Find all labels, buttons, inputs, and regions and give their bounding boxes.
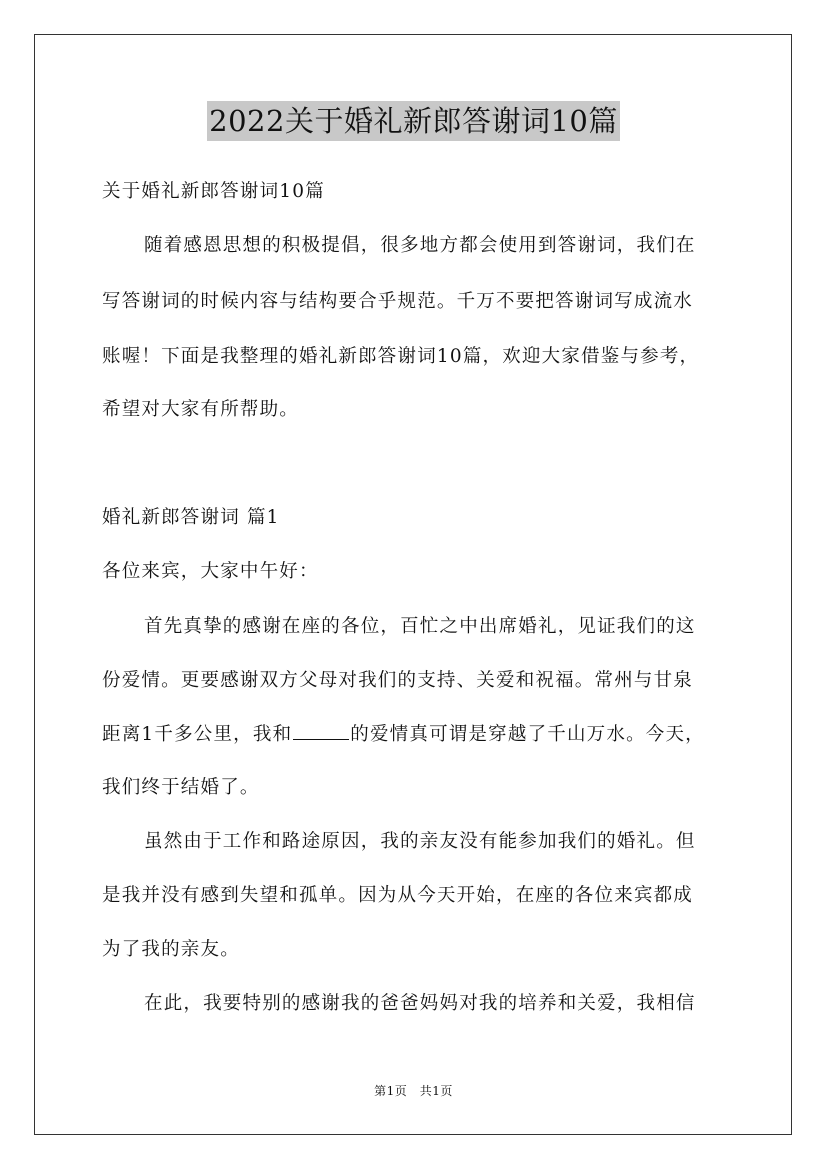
document-title: 2022关于婚礼新郎答谢词10篇 [207,101,620,141]
intro-line: 随着感恩思想的积极提倡，很多地方都会使用到答谢词，我们在 [144,235,696,256]
intro-line: 写答谢词的时候内容与结构要合乎规范。千万不要把答谢词写成流水 [102,291,694,312]
paragraph-fragment: 的爱情真可谓是穿越了千山万水。今天， [350,724,705,745]
title-container [0,101,827,141]
paragraph-fragment: 距离1千多公里，我和 [102,724,293,745]
paragraph-line: 虽然由于工作和路途原因，我的亲友没有能参加我们的婚礼。但 [144,831,696,852]
name-blank [293,725,349,740]
paragraph-line: 首先真挚的感谢在座的各位，百忙之中出席婚礼，见证我们的这 [144,616,696,637]
subtitle: 关于婚礼新郎答谢词10篇 [102,181,325,202]
intro-line: 账喔！下面是我整理的婚礼新郎答谢词10篇，欢迎大家借鉴与参考， [102,346,700,367]
page-number: 第1页 共1页 [374,1084,453,1098]
greeting: 各位来宾，大家中午好： [102,561,319,582]
paragraph-line: 我们终于结婚了。 [102,777,260,798]
paragraph-line [102,723,705,747]
paragraph-line: 是我并没有感到失望和孤单。因为从今天开始，在座的各位来宾都成 [102,885,694,906]
paragraph-line: 份爱情。更要感谢双方父母对我们的支持、关爱和祝福。常州与甘泉 [102,670,694,691]
section-heading: 婚礼新郎答谢词 篇1 [102,507,280,528]
paragraph-line: 在此，我要特别的感谢我的爸爸妈妈对我的培养和关爱，我相信 [144,993,696,1014]
paragraph-line: 为了我的亲友。 [102,939,240,960]
intro-line: 希望对大家有所帮助。 [102,399,300,420]
